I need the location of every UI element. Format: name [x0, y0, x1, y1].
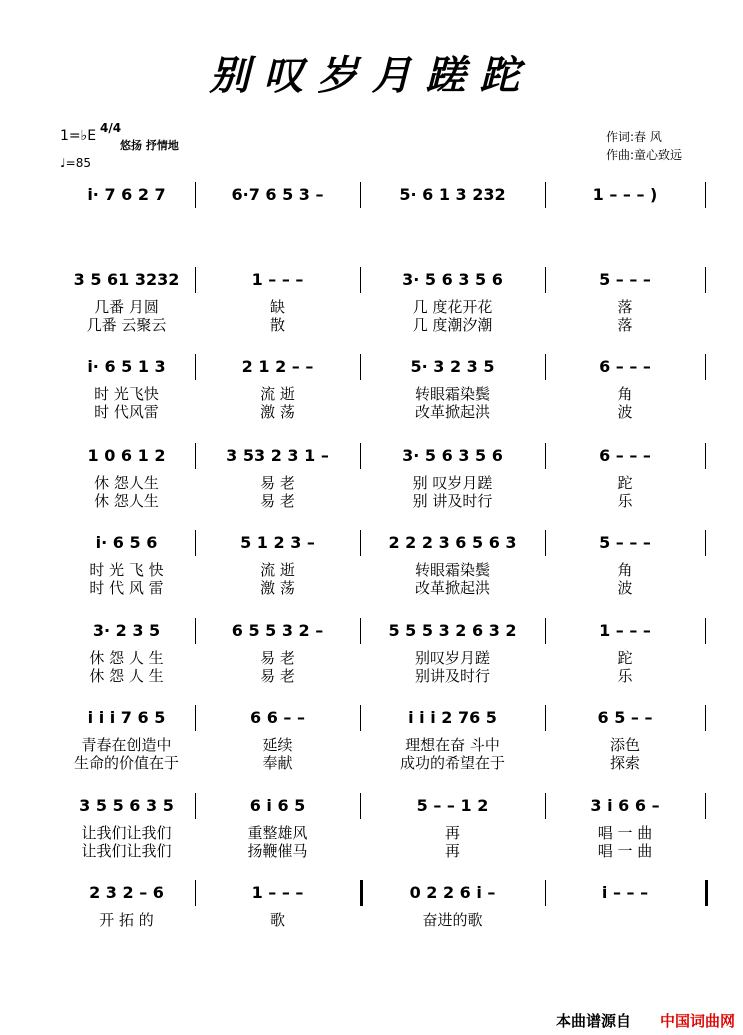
lyric-line — [58, 910, 707, 928]
lyric-line — [58, 560, 707, 578]
notes-line — [58, 880, 707, 904]
measure: 3· 5 6 3 5 6 — [402, 269, 503, 289]
bar-line — [360, 443, 361, 469]
bar-line — [195, 443, 196, 469]
lyric-line — [58, 823, 707, 841]
lyric-segment — [545, 910, 705, 928]
lyric-segment: 激 荡 — [260, 402, 295, 421]
lyric-segment: 让我们让我们 — [81, 841, 172, 860]
measure: i i i 2 76 5 — [408, 707, 497, 727]
lyric-segment: 波 — [617, 578, 633, 597]
bar-line — [705, 182, 706, 208]
bar-line — [360, 182, 361, 208]
lyric-line — [58, 473, 707, 491]
lyric-line — [58, 753, 707, 771]
measure: 6 i 6 5 — [249, 795, 306, 815]
bar-line — [360, 267, 361, 293]
lyric-segment: 流 逝 — [260, 384, 295, 403]
notes-line — [58, 354, 707, 378]
lyric-segment: 跎 — [617, 648, 633, 667]
bar-line — [195, 530, 196, 556]
notes-line — [58, 530, 707, 554]
measure: 5· 6 1 3 232 — [399, 184, 506, 204]
measure: 3· 2 3 5 — [92, 620, 161, 640]
bar-line — [545, 530, 546, 556]
notes-line — [58, 793, 707, 817]
bar-line — [705, 793, 706, 819]
lyric-segment: 易 老 — [260, 473, 295, 492]
measure: 6 – – – — [599, 356, 651, 376]
measure: 5 – – – — [599, 532, 651, 552]
lyric-segment: 唱 一 曲 — [597, 823, 653, 842]
lyric-segment: 唱 一 曲 — [597, 841, 653, 860]
bar-line — [195, 705, 196, 731]
lyric-segment: 添色 — [609, 735, 640, 754]
measure: i· 6 5 1 3 — [87, 356, 166, 376]
lyric-segment: 激 荡 — [260, 578, 295, 597]
bar-line — [195, 880, 196, 906]
lyric-segment: 几 度潮汐潮 — [412, 315, 493, 334]
lyric-segment: 乐 — [617, 666, 633, 685]
bar-line — [545, 267, 546, 293]
lyric-segment: 别叹岁月蹉 — [414, 648, 490, 667]
measure: i· 6 5 6 — [95, 532, 158, 552]
score-row — [0, 618, 743, 688]
bar-line — [705, 443, 706, 469]
measure: 5 5 5 3 2 6 3 2 — [388, 620, 517, 640]
lyric-line — [58, 735, 707, 753]
bar-line — [195, 618, 196, 644]
lyric-segment: 缺 — [269, 297, 285, 316]
measure: 6 5 5 3 2 – — [231, 620, 324, 640]
lyric-segment: 转眼霜染鬓 — [414, 560, 490, 579]
lyric-line — [58, 666, 707, 684]
measure: 6 5 – – — [597, 707, 653, 727]
lyric-segment: 扬鞭催马 — [247, 841, 308, 860]
measure: 5 1 2 3 – — [240, 532, 315, 552]
measure: 6 6 – – — [250, 707, 305, 727]
lyric-segment: 再 — [444, 823, 460, 842]
lyric-segment: 休 怨人生 — [94, 473, 159, 492]
lyric-line — [58, 491, 707, 509]
lyric-segment: 流 逝 — [260, 560, 295, 579]
lyric-segment: 改革掀起洪 — [414, 578, 490, 597]
lyric-segment: 易 老 — [260, 491, 295, 510]
notes-line — [58, 267, 707, 291]
lyric-segment: 休 怨 人 生 — [89, 648, 164, 667]
bar-line — [545, 182, 546, 208]
measure: 6 – – – — [599, 445, 651, 465]
lyric-segment: 时 代风雷 — [94, 402, 159, 421]
measure: 5 – – – — [599, 269, 651, 289]
bar-line — [360, 354, 361, 380]
measure: 3 5 61 3232 — [73, 269, 180, 289]
lyric-segment: 易 老 — [260, 648, 295, 667]
measure: 2 1 2 – – — [241, 356, 314, 376]
source-label: 本曲谱源自 — [555, 1012, 631, 1030]
lyric-segment: 别讲及时行 — [414, 666, 490, 685]
expression-mark: 悠扬 抒情地 — [120, 139, 179, 152]
lyric-segment: 让我们让我们 — [81, 823, 172, 842]
measure: 3 53 2 3 1 – — [226, 445, 329, 465]
measure: 2 3 2 – 6 — [89, 882, 164, 902]
bar-line — [195, 354, 196, 380]
measure: i – – – — [601, 882, 649, 902]
measure: 1 – – – — [251, 882, 304, 902]
lyric-segment: 改革掀起洪 — [414, 402, 490, 421]
bar-line — [195, 793, 196, 819]
measure: 1 – – – — [599, 620, 651, 640]
bar-line — [705, 880, 708, 906]
lyric-segment: 歌 — [269, 910, 285, 929]
bar-line — [545, 443, 546, 469]
bar-line — [360, 530, 361, 556]
lyric-segment: 成功的希望在于 — [399, 753, 505, 772]
lyric-line — [58, 841, 707, 859]
lyric-segment: 探索 — [609, 753, 640, 772]
lyric-segment: 开 拓 的 — [99, 910, 154, 929]
measure: 5· 3 2 3 5 — [410, 356, 495, 376]
lyric-line — [58, 578, 707, 596]
lyric-segment: 理想在奋 斗中 — [405, 735, 500, 754]
lyric-segment: 落 — [617, 315, 633, 334]
bar-line — [360, 705, 361, 731]
time-signature: 4/4 — [100, 121, 122, 135]
lyric-segment: 跎 — [617, 473, 633, 492]
bar-line — [195, 182, 196, 208]
bar-line — [545, 354, 546, 380]
lyric-segment: 散 — [269, 315, 285, 334]
lyricist-credit: 作词:春 风 — [606, 130, 662, 144]
notes-line — [58, 443, 707, 467]
lyric-segment: 别 叹岁月蹉 — [412, 473, 493, 492]
measure: 3 i 6 6 – — [590, 795, 660, 815]
measure: 5 – – 1 2 — [416, 795, 489, 815]
lyric-segment: 转眼霜染鬓 — [414, 384, 490, 403]
key-signature: 1=♭E — [60, 128, 97, 144]
measure: 0 2 2 6 i – — [409, 882, 496, 902]
lyric-line — [58, 648, 707, 666]
lyric-segment: 生命的价值在于 — [73, 753, 179, 772]
lyric-line — [58, 315, 707, 333]
score-row — [0, 443, 743, 513]
bar-line — [545, 793, 546, 819]
lyric-segment: 再 — [444, 841, 460, 860]
measure: 3 5 5 6 3 5 — [79, 795, 174, 815]
lyric-line — [58, 402, 707, 420]
lyric-segment: 时 代 风 雷 — [89, 578, 164, 597]
bar-line — [195, 267, 196, 293]
score-row — [0, 267, 743, 337]
lyric-segment: 几番 云聚云 — [86, 315, 167, 334]
lyric-segment: 奋进的歌 — [422, 910, 483, 929]
lyric-segment: 角 — [617, 384, 633, 403]
bar-line — [705, 705, 706, 731]
measure: i· 7 6 2 7 — [87, 184, 166, 204]
score-row — [0, 530, 743, 600]
score-row — [0, 705, 743, 775]
measure: 6·7 6 5 3 – — [231, 184, 324, 204]
measure: 1 0 6 1 2 — [87, 445, 166, 465]
lyric-segment: 休 怨人生 — [94, 491, 159, 510]
notes-line — [58, 618, 707, 642]
lyric-segment: 青春在创造中 — [81, 735, 172, 754]
lyric-segment: 时 光 飞 快 — [89, 560, 164, 579]
bar-line — [545, 618, 546, 644]
composer-credit: 作曲:童心致远 — [606, 148, 683, 162]
notes-line — [58, 182, 707, 206]
lyric-segment: 休 怨 人 生 — [89, 666, 164, 685]
lyric-segment: 乐 — [617, 491, 633, 510]
measure: 1 – – – ) — [592, 184, 658, 204]
measure: 3· 5 6 3 5 6 — [402, 445, 503, 465]
lyric-segment: 角 — [617, 560, 633, 579]
lyric-segment: 重整雄风 — [247, 823, 308, 842]
bar-line — [360, 793, 361, 819]
score-row — [0, 182, 743, 252]
song-title: 别叹岁月蹉跎 — [209, 52, 534, 99]
bar-line — [360, 880, 363, 906]
site-name: 中国词曲网 — [659, 1012, 735, 1030]
bar-line — [705, 618, 706, 644]
measure: 2 2 2 3 6 5 6 3 — [388, 532, 517, 552]
lyric-line — [58, 297, 707, 315]
bar-line — [705, 530, 706, 556]
lyric-segment: 别 讲及时行 — [412, 491, 493, 510]
bar-line — [705, 267, 706, 293]
score-row — [0, 880, 743, 950]
lyric-segment: 几番 月圆 — [94, 297, 159, 316]
score-row — [0, 793, 743, 863]
bar-line — [705, 354, 706, 380]
bar-line — [545, 880, 546, 906]
bar-line — [545, 705, 546, 731]
score-row — [0, 354, 743, 424]
lyric-segment: 易 老 — [260, 666, 295, 685]
lyric-line — [58, 384, 707, 402]
lyric-segment: 时 光飞快 — [94, 384, 159, 403]
lyric-segment: 几 度花开花 — [412, 297, 493, 316]
notes-line — [58, 705, 707, 729]
measure: i i i 7 6 5 — [87, 707, 166, 727]
lyric-segment: 延续 — [262, 735, 293, 754]
lyric-segment: 波 — [617, 402, 633, 421]
lyric-segment: 落 — [617, 297, 633, 316]
bar-line — [360, 618, 361, 644]
lyric-segment: 奉献 — [262, 753, 293, 772]
tempo-mark: ♩=85 — [60, 156, 91, 170]
measure: 1 – – – — [251, 269, 304, 289]
